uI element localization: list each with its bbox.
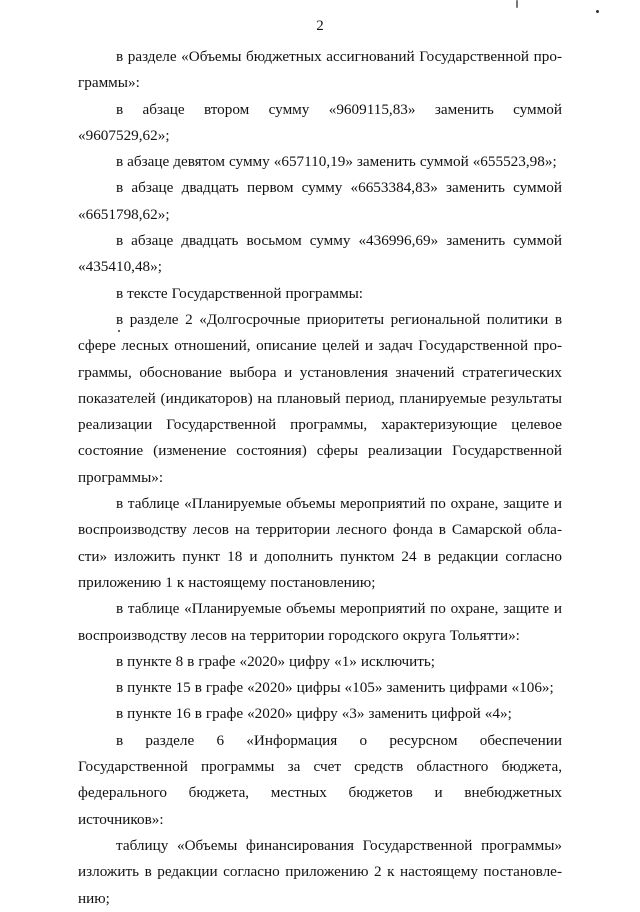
page-number: 2	[316, 18, 324, 34]
paragraph: в тексте Государственной программы:	[116, 284, 364, 302]
paragraph: в таблице «Планируемые объемы мероприятий по охране, защите и воспроизводству лесов на территории городского округа Тольятти»:	[78, 600, 562, 644]
paragraph: в абзаце двадцать первом сумму «6653384,83» заменить суммой «6651798,62»;	[78, 179, 562, 223]
scan-speck	[596, 10, 599, 13]
paragraph: в абзаце втором сумму «9609115,83» заменить суммой «9607529,62»;	[78, 100, 562, 144]
document-body	[78, 44, 562, 912]
paragraph: в разделе 6 «Информация о ресурсном обеспечении Государственной программы за счет средств областного бюджета, федерального бюджета, местных бюджетов и внебюджетных источников»:	[78, 731, 562, 828]
paragraph: в абзаце девятом сумму «657110,19» заменить суммой «655523,98»;	[116, 153, 557, 171]
paragraph: в пункте 8 в графе «2020» цифру «1» исключить;	[116, 652, 436, 670]
paragraph: в разделе «Объемы бюджетных ассигнований Государственной программы»:	[78, 48, 562, 92]
paragraph: в пункте 16 в графе «2020» цифру «3» заменить цифрой «4»;	[116, 705, 512, 723]
paragraph: в абзаце двадцать восьмом сумму «436996,69» заменить суммой «435410,48»;	[78, 232, 562, 276]
paragraph: в таблице «Планируемые объемы мероприятий по охране, защите и воспроизводству лесов на территории лесного фонда в Самарской области» изложить пункт 18 и дополнить пунктом 24 в редакции согласно приложению 1 к настоящему постановлению;	[78, 495, 562, 591]
paragraph: в пункте 15 в графе «2020» цифры «105» заменить цифрами «106»;	[116, 679, 554, 697]
scan-speck	[516, 0, 518, 8]
paragraph: в разделе 2 «Долгосрочные приоритеты региональной политики в сфере лесных отношений, описание целей и задач Государственной программы, обоснование выбора и установления значений стратегических показателей (индикаторов) на плановый период, планируемые результаты реализации Государственной программы, характеризующие целевое состояние (изменение состояния) сферы реализации Государственной программы»:	[78, 310, 562, 486]
paragraph: таблицу «Объемы финансирования Государственной программы» изложить в редакции согласно приложению 2 к настоящему постановлению;	[78, 836, 562, 907]
